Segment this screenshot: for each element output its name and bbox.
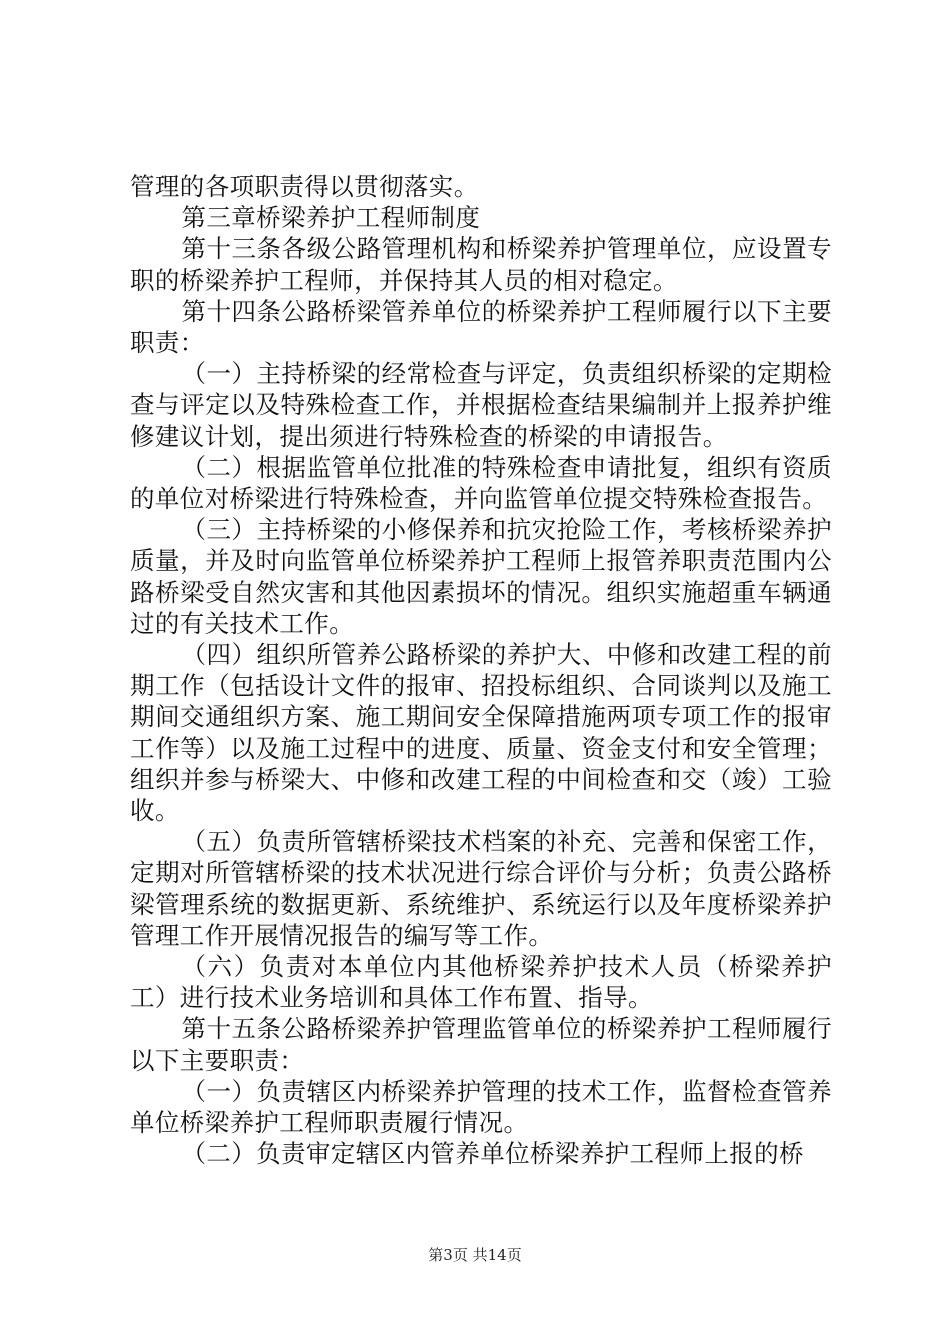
article-14-item-4: （四）组织所管养公路桥梁的养护大、中修和改建工程的前期工作（包括设计文件的报审、招投标组织、合同谈判以及施工期间交通组织方案、施工期间安全保障措施两项专项工作的报审工作等）以及施工过程中的进度、质量、资金支付和安全管理；组织并参与桥梁大、中修和改建工程的中间检查和交（竣）工验收。 (130, 640, 832, 826)
article-14-item-5: （五）负责所管辖桥梁技术档案的补充、完善和保密工作，定期对所管辖桥梁的技术状况进行综合评价与分析；负责公路桥梁管理系统的数据更新、系统维护、系统运行以及年度桥梁养护管理工作开展情况报告的编写等工作。 (130, 827, 832, 950)
article-15-item-1: （一）负责辖区内桥梁养护管理的技术工作，监督检查管养单位桥梁养护工程师职责履行情况。 (130, 1076, 832, 1138)
page-number-footer: 第3页 共14页 (428, 1246, 522, 1264)
article-15-item-2: （二）负责审定辖区内管养单位桥梁养护工程师上报的桥 (181, 1139, 804, 1169)
article-13: 第十三条各级公路管理机构和桥梁养护管理单位，应设置专职的桥梁养护工程师，并保持其人员的相对稳定。 (130, 234, 832, 295)
paragraph-continuation: 管理的各项职责得以贯彻落实。 (130, 172, 479, 201)
document-body (130, 171, 832, 1170)
article-15: 第十五条公路桥梁养护管理监管单位的桥梁养护工程师履行以下主要职责： (130, 1014, 832, 1075)
article-14: 第十四条公路桥梁管养单位的桥梁养护工程师履行以下主要职责： (130, 296, 832, 358)
article-14-item-1: （一）主持桥梁的经常检查与评定，负责组织桥梁的定期检查与评定以及特殊检查工作，并根据检查结果编制并上报养护维修建议计划，提出须进行特殊检查的桥梁的申请报告。 (130, 359, 832, 451)
article-14-item-3: （三）主持桥梁的小修保养和抗灾抢险工作，考核桥梁养护质量，并及时向监管单位桥梁养护工程师上报管养职责范围内公路桥梁受自然灾害和其他因素损坏的情况。组织实施超重车辆通过的有关技术工作。 (130, 515, 832, 638)
article-14-item-2: （二）根据监管单位批准的特殊检查申请批复，组织有资质的单位对桥梁进行特殊检查，并向监管单位提交特殊检查报告。 (130, 452, 832, 514)
article-14-item-6: （六）负责对本单位内其他桥梁养护技术人员（桥梁养护工）进行技术业务培训和具体工作布置、指导。 (130, 952, 832, 1013)
chapter-heading: 第三章桥梁养护工程师制度 (181, 203, 481, 233)
